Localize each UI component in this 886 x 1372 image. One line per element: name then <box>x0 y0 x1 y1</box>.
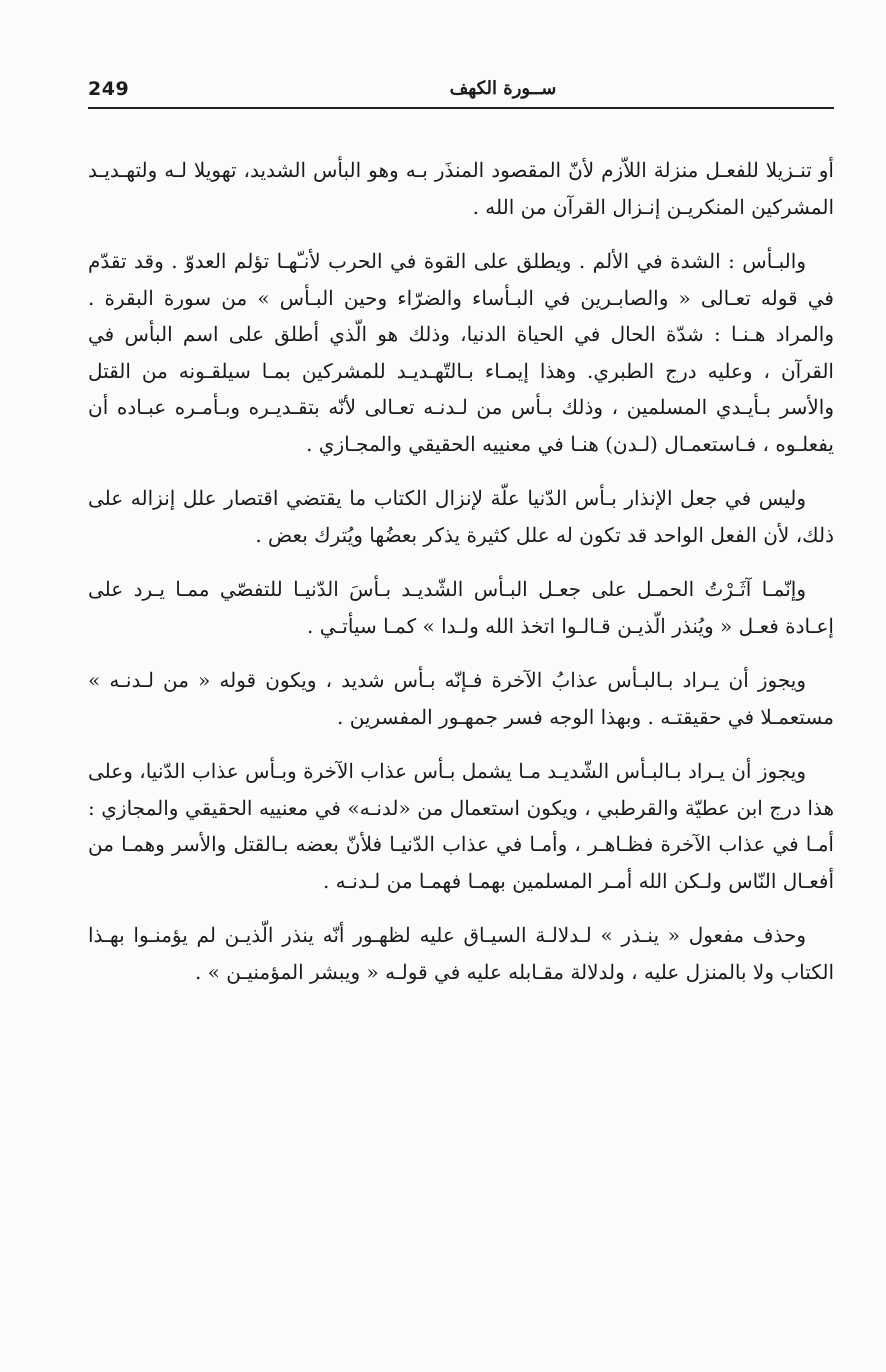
paragraph: وليس في جعل الإنذار بـأس الدّنيا علّة لإنزال الكتاب ما يقتضي اقتصار علل إنزاله على ذلك، لأن الفعل الواحد قد تكون له علل كثيرة يذكر بعضُها ويُترك بعض . <box>88 486 834 547</box>
paragraph: وحذف مفعول « ينـذر » لـدلالـة السيـاق عليه لظهـور أنّه ينذر الّذيـن لم يؤمنـوا بهـذا الكتاب ولا بالمنزل عليه ، ولدلالة مقـابله عليه في قولـه « ويبشر المؤمنيـن » . <box>88 923 834 984</box>
running-title: ســورة الكهف <box>449 78 557 99</box>
paragraph: ويجوز أن يـراد بـالبـأس الشّديـد مـا يشمل بـأس عذاب الآخرة وبـأس عذاب الدّنيا، وعلى هذا درج ابن عطيّة والقرطبي ، ويكون استعمال من «لدنـه» في معنييه الحقيقي والمجازي : أمـا في عذاب الآخرة فظـاهـر ، وأمـا في عذاب الدّنيـا فلأنّ بعضه بـالقتل والأسر وهمـا من أفعـال النّاس ولـكن الله أمـر المسلمين بهمـا فهمـا من لـدنـه . <box>88 759 834 893</box>
page-header <box>88 78 834 104</box>
header-rule <box>88 107 834 109</box>
paragraph: وإنّمـا آثَـرْتُ الحمـل على جعـل البـأس الشّديـد بـأسَ الدّنيـا للتفصّي ممـا يـرد على إعـادة فعـل « ويُنذر الّذيـن قـالـوا اتخذ الله ولـدا » كمـا سيأتـي . <box>88 577 834 638</box>
paragraph: ويجوز أن يـراد بـالبـأس عذابُ الآخرة فـإنّه بـأس شديد ، ويكون قوله « من لـدنـه » مستعمـلا في حقيقتـه . وبهذا الوجه فسر جمهـور المفسرين . <box>88 668 834 729</box>
page-number: 249 <box>88 78 130 100</box>
paragraph: أو تنـزيلا للفعـل منزلة اللاّزم لأنّ المقصود المنذَر بـه وهو البأس الشديد، تهويلا لـه ولتهـديـد المشركين المنكريـن إنـزال القرآن من الله . <box>88 158 834 219</box>
paragraph: والبـأس : الشدة في الألم . ويطلق على القوة في الحرب لأنـّهـا تؤلم العدوّ . وقد تقدّم في قوله تعـالى « والصابـرين في البـأساء والضرّاء وحين البـأس » من سورة البقرة . والمراد هـنـا : شدّة الحال في الحياة الدنيا، وذلك هو الّذي أطلق على اسم البأس في القرآن ، وعليه درج الطبري. وهذا إيمـاء بـالتّهـديـد للمشركين بمـا سيلقـونه من القتل والأسر بـأيـدي المسلمين ، وذلك بـأس من لـدنـه تعـالى لأنّه بتقـديـره وبـأمـره عبـاده أن يفعلـوه ، فـاستعمـال (لـدن) هنـا في معنييه الحقيقي والمجـازي . <box>88 249 834 456</box>
body-text <box>88 152 834 990</box>
